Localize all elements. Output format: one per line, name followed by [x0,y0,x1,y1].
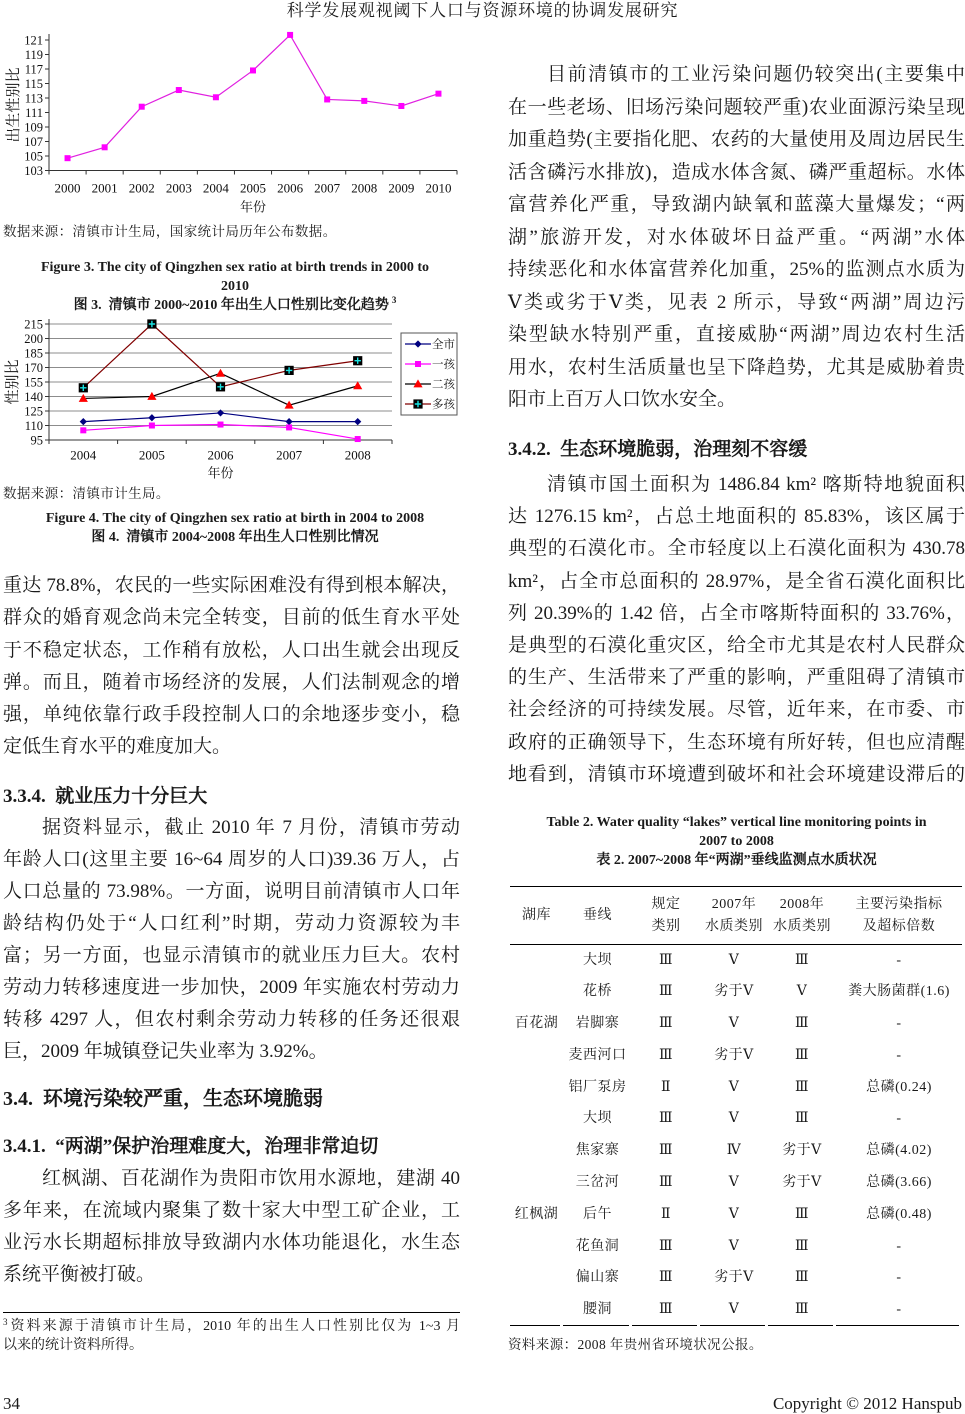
table-2-data-source: 资料来源：2008 年贵州省环境状况公报。 [508,1337,763,1352]
quality-2007-cell: Ⅴ [728,1015,740,1031]
caption-en-line: 2007 to 2008 [699,834,774,849]
table-row [510,945,962,977]
text-line: 人口总量的 73.98%。一方面，说明目前清镇市人口年 [3,881,460,902]
x-tick-label: 2005 [138,447,165,463]
section-heading-3-4: 3.4. 环境污染较严重，生态环境脆弱 [3,1088,323,1110]
header-text: 水质类别 [773,918,831,934]
y-tick-label: 113 [24,91,43,106]
site-cell: 花桥 [583,984,612,1000]
text-line: 典型的石漠化市。全市轻度以上石漠化面积为 430.78 [508,538,965,560]
text-line: 持续恶化和水体富营养化加重，25%的监测点水质为 [508,259,965,280]
quality-2007-cell: Ⅴ [728,1174,740,1190]
table-2-caption [508,813,965,870]
data-point-s0-2008 [361,98,367,104]
standard-class-cell: Ⅲ [658,1047,673,1063]
quality-2007-cell: Ⅴ [728,1206,740,1222]
header-text: 垂线 [583,907,612,923]
site-cell: 偏山寨 [575,1270,620,1286]
text-line: 阳市上百万人口饮水安全。 [508,389,737,410]
x-tick-label: 2006 [277,180,304,196]
site-cell: 铝厂泵房 [568,1079,627,1095]
data-point-s1-2005 [149,423,155,429]
text-line: 群众的婚育观念尚未完全转变，目前的低生育水平处 [3,607,460,629]
x-axis-title: 年份 [207,465,234,481]
quality-2007-cell: 劣于Ⅴ [714,984,754,1000]
table-body [510,945,962,1327]
footnote-text: 资料来源于清镇市计生局，2010 年的出生人口性别比仅为 1~3 月 [8,1319,460,1334]
header-text: 2007年 [711,896,757,912]
column-header-2008 [768,887,836,945]
y-tick-label: 115 [24,76,43,91]
data-point-s0-2009 [398,103,404,109]
text-line: Ⅴ类或劣于Ⅴ类，见表 2 所示，导致“两湖”周边污 [508,291,965,313]
data-point-s3-2007 [285,366,294,375]
x-tick-label: 2008 [344,447,371,463]
quality-2007-cell: Ⅴ [728,1111,740,1127]
quality-2008-cell: 劣于Ⅴ [782,1174,822,1190]
table-row [510,1262,962,1294]
y-tick-label: 103 [24,163,43,178]
header-text: 湖库 [522,907,551,923]
data-point-s1-2007 [286,424,292,430]
data-point-s2-2006 [216,369,225,377]
y-tick-label: 170 [24,360,43,375]
site-cell: 三岔河 [575,1174,620,1190]
x-tick-label: 2006 [207,447,234,463]
caption-en-line: Figure 3. The city of Qingzhen sex ratio at birth trends in 2000 to [40,260,430,275]
data-point-s3-2004 [79,383,88,392]
quality-2008-cell: Ⅲ [794,1111,809,1127]
site-cell: 焦家寨 [575,1143,620,1159]
data-point-s1-2004 [80,427,86,433]
standard-class-cell: Ⅲ [658,1111,673,1127]
x-tick-label: 2005 [240,180,266,196]
standard-class-cell: Ⅲ [658,984,673,1000]
site-cell: 大坝 [583,1111,612,1127]
y-tick-label: 110 [24,418,43,433]
y-tick-label: 111 [25,105,43,120]
data-point-s0-2004 [213,94,219,100]
table-row [510,1008,962,1040]
data-point-s0-2004 [80,418,87,425]
footnote-marker: 3 [3,1317,8,1327]
pollutant-cell: 总磷(0.48) [866,1206,932,1222]
quality-2008-cell: Ⅲ [794,1206,809,1222]
pollutant-cell: - [896,1270,902,1286]
y-tick-label: 107 [24,134,43,149]
table-row [510,1294,962,1326]
standard-class-cell: Ⅱ [660,1079,671,1095]
text-line: 是典型的石漠化重灾区，给全市尤其是农村人民群众 [508,634,965,656]
site-cell: 花鱼洞 [575,1238,620,1254]
standard-class-cell: Ⅲ [632,1294,700,1326]
data-point-s0-2007 [324,96,330,102]
header-text: 主要污染指标 [855,896,943,912]
site-cell: 大坝 [583,952,612,968]
table-row [510,1072,962,1104]
data-point-s0-2003 [176,87,182,93]
paragraph-pollution [508,59,965,417]
pollutant-cell: 粪大肠菌群(1.6) [848,984,950,1000]
y-tick-label: 109 [24,120,43,135]
pollutant-cell: - [896,1111,902,1127]
paragraph-ecology [508,469,965,791]
standard-class-cell: Ⅲ [658,1143,673,1159]
caption-zh-text: 图 3. 清镇市 2000~2010 年出生人口性别比变化趋势 [73,298,389,313]
data-point-s1-2006 [218,422,224,428]
column-header-pollutant [836,887,962,945]
table-row [510,1167,962,1199]
caption-zh-line: 图 4. 清镇市 2004~2008 年出生人口性别比情况 [91,530,379,545]
text-line: 染型缺水特别严重，直接威胁“两湖”周边农村生活 [508,324,965,345]
text-line: 劳动力转移速度进一步加快，2009 年实施农村劳动力 [3,977,460,998]
standard-class-cell: Ⅲ [658,1270,673,1286]
footnote [3,1317,460,1355]
site-cell: 岩脚寨 [575,1015,620,1031]
quality-2007-cell: Ⅴ [728,1079,740,1095]
water-quality-table [510,886,962,1326]
data-point-s0-2005 [250,67,256,73]
column-header-standard [632,887,700,945]
text-line: 清镇市国土面积为 1486.84 km² 喀斯特地貌面积 [547,474,965,495]
standard-class-cell: Ⅱ [660,1206,671,1222]
text-line: 定低生育水平的难度加大。 [3,736,232,758]
y-tick-label: 185 [24,346,43,361]
lake-cell: 红枫湖 [510,1103,563,1326]
pollutant-cell: - [836,1294,962,1326]
data-point-s0-2008 [354,418,361,425]
x-tick-label: 2008 [351,180,378,196]
y-tick-label: 95 [30,433,43,448]
legend-label: 二孩 [432,379,455,391]
pollutant-cell: 总磷(4.02) [866,1143,932,1159]
text-line: 龄结构仍处于“人口红利”时期，劳动力资源较为丰 [3,913,460,934]
quality-2007-cell: 劣于Ⅴ [714,1270,754,1286]
text-line: 于不稳定状态，工作稍有放松，人口出生就会出现反 [3,639,460,661]
legend-marker-icon [415,361,421,367]
pollutant-cell: 总磷(3.66) [866,1174,932,1190]
x-axis-title: 年份 [239,199,267,215]
x-tick-label: 2000 [54,180,81,196]
text-line: 列 20.39%的 1.42 倍，占全市喀斯特面积的 33.76%， [508,602,965,624]
y-tick-label: 125 [24,404,43,419]
caption-en-line: Figure 4. The city of Qingzhen sex ratio at birth in 2004 to 2008 [45,511,425,526]
header-text: 2008年 [779,896,825,912]
quality-2007-cell: Ⅴ [700,1294,768,1326]
site-cell: 腰洞 [563,1294,632,1326]
page-number: 34 [3,1394,20,1413]
section-heading-3-3-4: 3.3.4. 就业压力十分巨大 [3,786,208,807]
caption-zh-line [0,296,470,315]
section-heading-3-4-2: 3.4.2. 生态环境脆弱，治理刻不容缓 [508,439,808,460]
site-cell: 后午 [583,1206,612,1222]
x-tick-label: 2002 [128,180,155,196]
legend-label: 全市 [432,339,455,351]
site-cell: 麦西河口 [568,1047,627,1063]
caption-en-line: 2010 [221,279,249,294]
paragraph-birth-control [3,570,460,764]
section-heading-3-4-1: 3.4.1. “两湖”保护治理难度大，治理非常迫切 [3,1136,379,1157]
column-header-site [563,887,632,945]
text-line: 转移 4297 人，但农村剩余劳动力转移的任务还很艰 [3,1009,460,1030]
caption-zh-line: 表 2. 2007~2008 年“两湖”垂线监测点水质状况 [596,853,877,868]
data-point-s3-2005 [147,319,156,328]
table-header-row [510,887,962,945]
x-tick-label: 2004 [70,447,97,463]
y-axis-title: 性别比 [5,359,21,405]
quality-2008-cell: Ⅲ [794,952,809,968]
text-line: 政府的正确领导下，生态环境有所好转，但也应清醒 [508,731,965,753]
chart-legend [401,333,457,415]
figure-3-line-chart [0,28,470,222]
quality-2008-cell: Ⅲ [794,1270,809,1286]
text-line: 据资料显示，截止 2010 年 7 月份，清镇市劳动 [42,817,460,838]
x-tick-label: 2001 [91,180,118,196]
running-header: 科学发展观视阈下人口与资源环境的协调发展研究 [286,1,679,20]
text-line: 巨，2009 年城镇登记失业率为 3.92%。 [3,1041,328,1062]
y-tick-label: 140 [24,389,43,404]
table-row [510,1040,962,1072]
text-line: 富；另一方面，也显示清镇市的就业压力巨大。农村 [3,945,460,966]
figure-4-caption [0,509,470,547]
y-tick-label: 121 [24,33,43,48]
data-point-s1-2008 [355,436,361,442]
y-tick-label: 105 [24,149,43,164]
quality-2008-cell: Ⅲ [794,1015,809,1031]
table-row [510,1199,962,1231]
column-header-lake [510,887,563,945]
header-text: 类别 [651,918,681,934]
y-tick-label: 215 [24,317,43,332]
data-point-s0-2007 [286,418,293,425]
y-axis-title: 出生性别比 [6,67,22,143]
text-line: 的生产、生活带来了严重的影响，严重阻碍了清镇市 [508,667,965,689]
y-tick-label: 155 [24,375,43,390]
quality-2008-cell: Ⅲ [794,1079,809,1095]
figure-3-caption [0,258,470,315]
y-tick-label: 200 [24,331,43,346]
text-line: 强，单纯依靠行政手段控制人口的余地逐步变小，稳 [3,704,460,726]
data-point-s0-2010 [435,91,441,97]
caption-en-line: Table 2. Water quality “lakes” vertical line monitoring points in [546,815,927,830]
y-tick-label: 117 [24,62,43,77]
quality-2007-cell: Ⅳ [726,1143,742,1159]
text-line: 加重趋势(主要指化肥、农药的大量使用及周边居民生 [508,129,965,150]
figure-3-data-source: 数据来源：清镇市计生局，国家统计局历年公布数据。 [3,224,337,239]
standard-class-cell: Ⅲ [658,952,673,968]
table-row [510,1103,962,1135]
text-line: 地看到，清镇市环境遭到破坏和社会环境建设滞后的 [508,763,965,785]
text-line: 用水，农村生活质量也呈下降趋势，尤其是威胁着贵 [508,356,965,378]
table-row [510,976,962,1008]
text-line: 活含磷污水排放)，造成水体含氮、磷严重超标。水体 [508,161,965,183]
quality-2008-cell: Ⅲ [768,1294,836,1326]
text-line: 多年来，在流域内聚集了数十家大中型工矿企业，工 [3,1200,460,1221]
footnote-line: 以来的统计资料所得。 [3,1338,143,1353]
copyright-notice: Copyright © 2012 Hanspub [772,1394,962,1413]
data-point-s0-2006 [287,32,293,38]
quality-2008-cell: 劣于Ⅴ [782,1143,822,1159]
data-point-s3-2006 [216,382,225,391]
column-header-2007 [700,887,768,945]
footnote-rule [3,1312,460,1313]
figure-4-data-source: 数据来源：清镇市计生局。 [3,486,170,501]
legend-label: 多孩 [432,399,455,411]
lake-cell: 百花湖 [514,1016,559,1032]
standard-class-cell: Ⅲ [658,1238,673,1254]
header-text: 及超标倍数 [862,918,936,934]
quality-2007-cell: Ⅴ [728,1238,740,1254]
table-row [510,1231,962,1263]
series-line-3 [83,324,357,388]
x-tick-label: 2010 [425,180,452,196]
pollutant-cell: - [896,1015,902,1031]
text-line: 系统平衡被打破。 [3,1264,156,1285]
text-line: 业污水长期超标排放导致湖内水体功能退化，水生态 [3,1232,460,1253]
x-tick-label: 2009 [388,180,415,196]
legend-label: 一孩 [432,359,455,371]
paragraph-employment [3,812,460,1068]
x-tick-label: 2007 [276,447,303,463]
text-line: 湖”旅游开发，对水体破坏日益严重。“两湖”水体 [508,226,965,248]
paragraph-two-lakes [3,1163,460,1291]
data-point-s0-2001 [102,144,108,150]
text-line: 达 1276.15 km²，占总土地面积的 85.83%，该区属于 [508,506,965,528]
x-tick-label: 2003 [165,180,192,196]
footnote-line [3,1317,460,1336]
table-row [510,1135,962,1167]
header-text: 水质类别 [705,918,763,934]
data-point-s3-2008 [353,356,362,365]
pollutant-cell: - [896,1238,902,1254]
series-line-0 [68,35,439,158]
text-line: 富营养化严重，导致湖内缺氧和蓝藻大量爆发；“两 [508,194,965,215]
figure-4-line-chart [0,315,470,485]
footnote-reference: 3 [391,295,397,305]
text-line: 弹。而且，随着市场经济的发展，人们法制观念的增 [3,671,460,693]
text-line: 在一些老场、旧场污染问题较严重)农业面源污染呈现 [508,96,965,118]
quality-2007-cell: Ⅴ [728,952,740,968]
data-point-s0-2002 [139,104,145,110]
y-tick-label: 119 [24,47,43,62]
quality-2008-cell: Ⅲ [794,1047,809,1063]
text-line: 红枫湖、百花湖作为贵阳市饮用水源地，建湖 40 [42,1168,460,1189]
x-tick-label: 2007 [314,180,341,196]
pollutant-cell: 总磷(0.24) [866,1079,932,1095]
x-tick-label: 2004 [202,180,229,196]
quality-2008-cell: Ⅴ [796,984,808,1000]
text-line: 年龄人口(这里主要 16~64 周岁的人口)39.36 万人，占 [3,849,460,870]
quality-2007-cell: 劣于Ⅴ [714,1047,754,1063]
data-point-s0-2000 [65,155,71,161]
legend-marker-icon [413,399,422,408]
text-line: 目前清镇市的工业污染问题仍较突出(主要集中 [547,64,965,85]
pollutant-cell: - [896,1047,902,1063]
quality-2008-cell: Ⅲ [794,1238,809,1254]
text-line: 重达 78.8%，农民的一些实际困难没有得到根本解决， [3,575,460,596]
text-line: 社会经济的可持续发展。尽管，近年来，在市委、市 [508,699,965,721]
text-line: km²，占全市总面积的 28.97%，是全省石漠化面积比 [508,570,965,592]
data-point-s0-2006 [217,409,224,416]
data-point-s0-2005 [148,414,155,421]
header-text: 规定 [651,896,681,912]
standard-class-cell: Ⅲ [658,1174,673,1190]
pollutant-cell: - [896,952,902,968]
standard-class-cell: Ⅲ [658,1015,673,1031]
